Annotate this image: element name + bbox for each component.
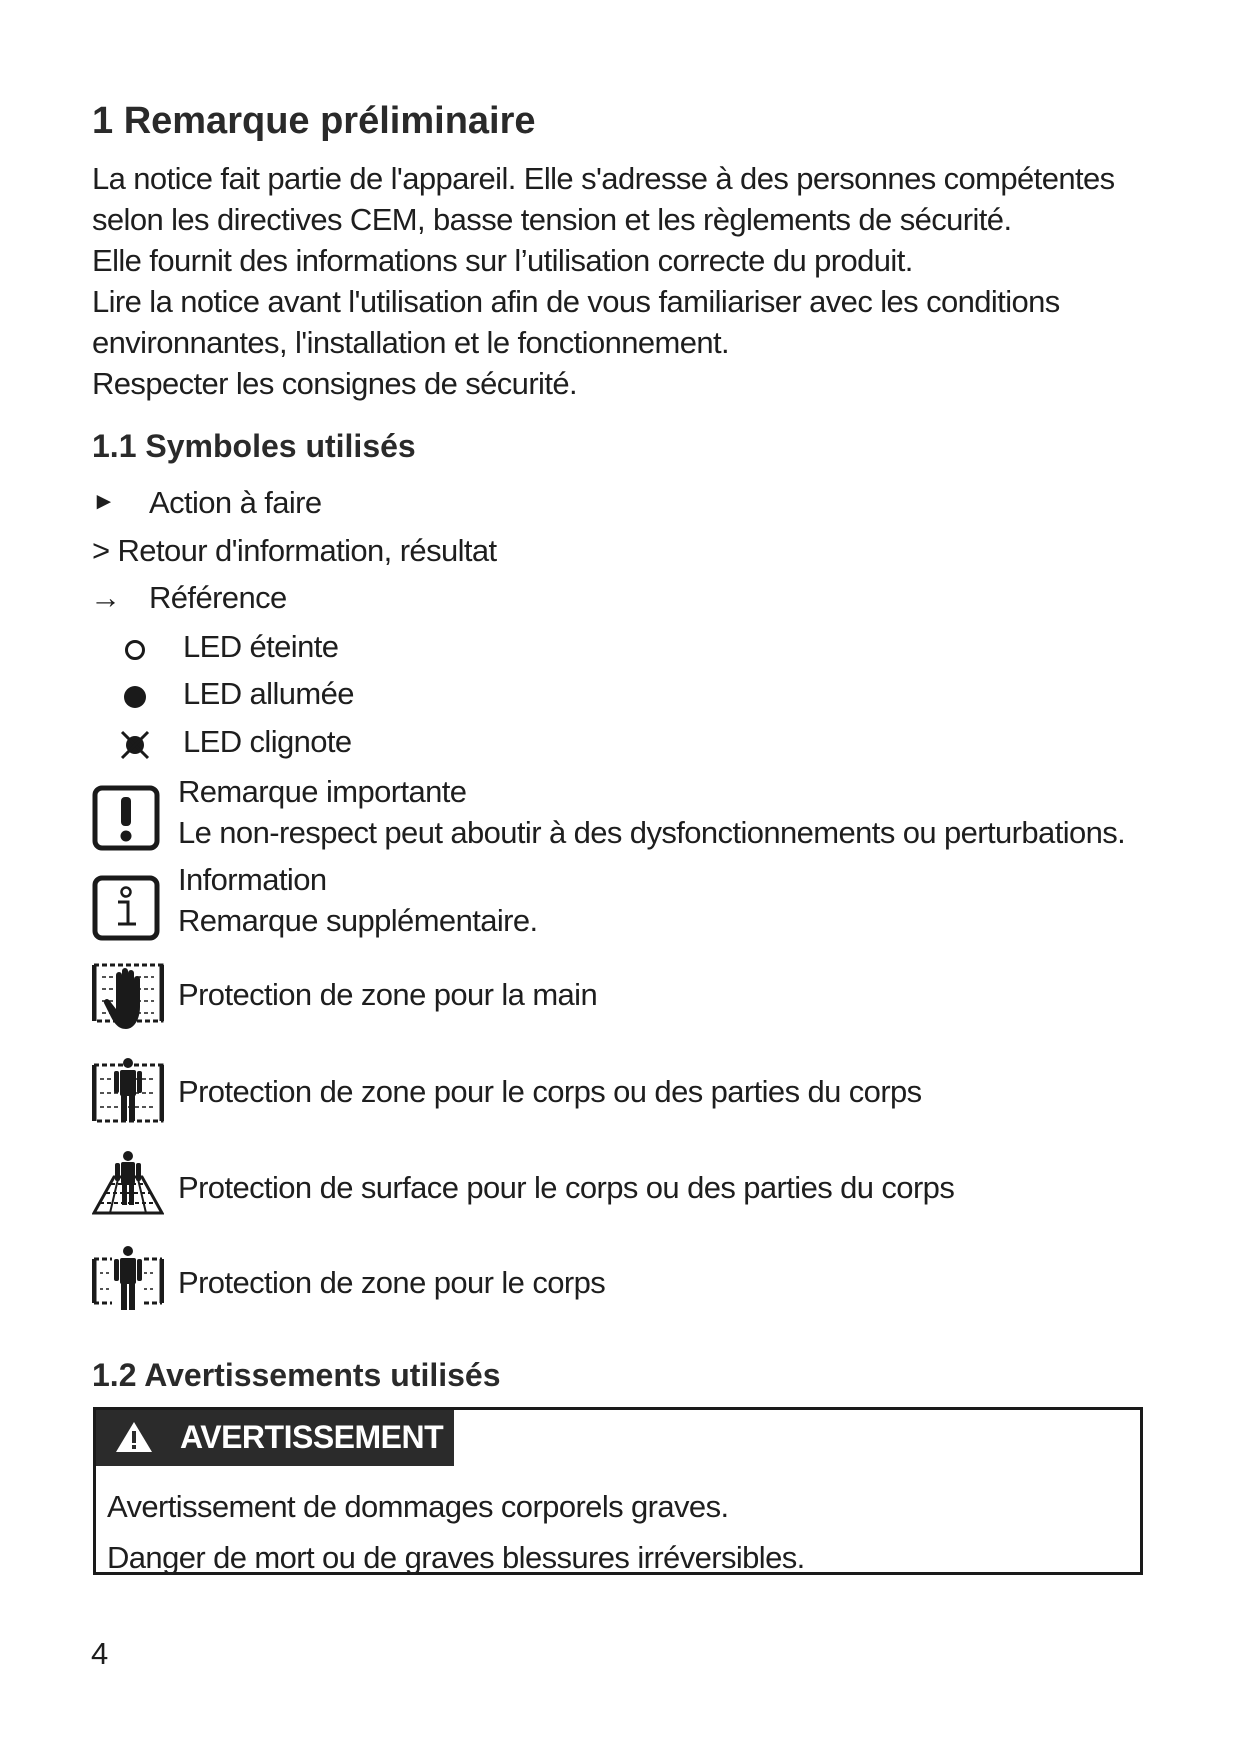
reference-arrow-icon: → bbox=[90, 580, 121, 615]
feedback-text: > Retour d'information, résultat bbox=[92, 533, 497, 568]
information-icon bbox=[92, 875, 160, 941]
body-parts-zone-icon bbox=[92, 1057, 164, 1123]
section-1-2-heading: 1.2 Avertissements utilisés bbox=[92, 1357, 501, 1393]
reference-text: Référence bbox=[149, 580, 287, 615]
paragraph-line: selon les directives CEM, basse tension et les règlements de sécurité. bbox=[92, 202, 1012, 237]
paragraph-line: environnantes, l'installation et le fonctionnement. bbox=[92, 325, 730, 360]
led-blink-icon bbox=[119, 729, 151, 761]
hand-protection-icon bbox=[92, 963, 164, 1031]
body-zone-icon bbox=[92, 1245, 164, 1311]
warning-line: Avertissement de dommages corporels graves. bbox=[107, 1489, 729, 1524]
led-on-icon bbox=[123, 685, 147, 709]
led-on-text: LED allumée bbox=[183, 676, 354, 711]
body-parts-surface-icon bbox=[92, 1151, 164, 1215]
intro-paragraph bbox=[92, 158, 1115, 404]
led-blink-text: LED clignote bbox=[183, 724, 352, 759]
warning-box bbox=[93, 1407, 1143, 1575]
paragraph-line: Elle fournit des informations sur l’utilisation correcte du produit. bbox=[92, 243, 913, 278]
information-title: Information bbox=[178, 862, 327, 897]
important-note-title: Remarque importante bbox=[178, 774, 467, 809]
body-parts-zone-text: Protection de zone pour le corps ou des parties du corps bbox=[178, 1074, 922, 1109]
paragraph-line: Respecter les consignes de sécurité. bbox=[92, 366, 577, 401]
page-number: 4 bbox=[91, 1636, 109, 1671]
body-parts-surface-text: Protection de surface pour le corps ou des parties du corps bbox=[178, 1170, 955, 1205]
section-1-1-heading: 1.1 Symboles utilisés bbox=[92, 428, 416, 464]
warning-triangle-icon bbox=[114, 1420, 154, 1454]
warning-header bbox=[96, 1410, 454, 1466]
paragraph-line: Lire la notice avant l'utilisation afin de vous familiariser avec les conditions bbox=[92, 284, 1060, 319]
hand-protection-text: Protection de zone pour la main bbox=[178, 977, 598, 1012]
important-note-icon bbox=[92, 785, 160, 851]
section-1-heading: 1 Remarque préliminaire bbox=[92, 100, 536, 142]
led-off-icon bbox=[123, 638, 147, 662]
warning-label: AVERTISSEMENT bbox=[180, 1419, 444, 1455]
warning-line: Danger de mort ou de graves blessures irréversibles. bbox=[107, 1540, 805, 1575]
important-note-text: Le non-respect peut aboutir à des dysfonctionnements ou perturbations. bbox=[178, 815, 1126, 850]
body-zone-text: Protection de zone pour le corps bbox=[178, 1265, 606, 1300]
paragraph-line: La notice fait partie de l'appareil. Elle s'adresse à des personnes compétentes bbox=[92, 161, 1115, 196]
action-arrow-icon: ► bbox=[92, 488, 116, 515]
led-off-text: LED éteinte bbox=[183, 629, 339, 664]
action-text: Action à faire bbox=[149, 485, 322, 520]
information-text: Remarque supplémentaire. bbox=[178, 903, 538, 938]
